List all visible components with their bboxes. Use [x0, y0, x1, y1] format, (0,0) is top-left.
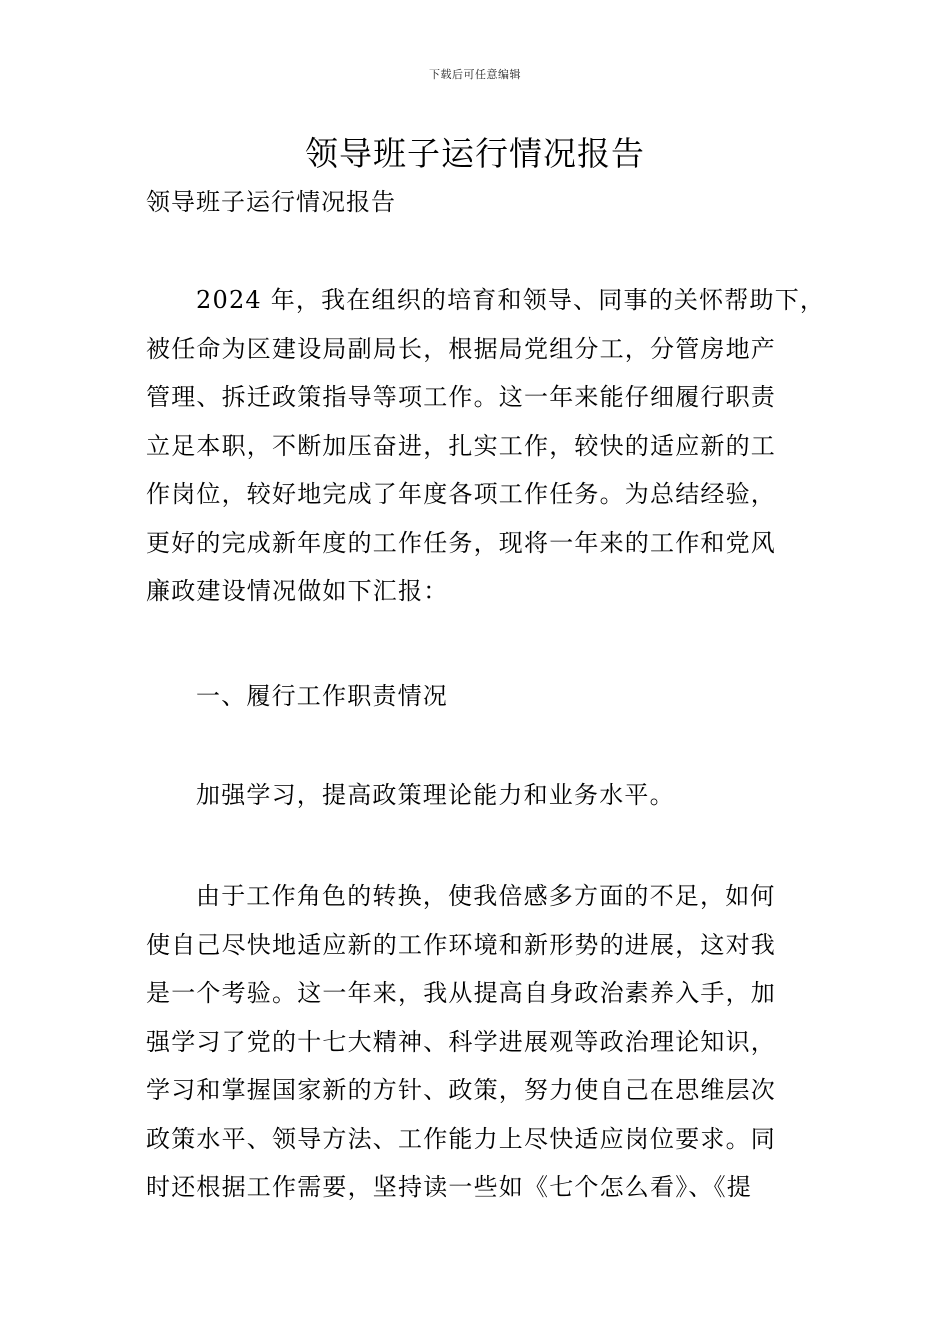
paragraph-line: 是一个考验。这一年来，我从提高自身政治素养入手，加: [146, 979, 776, 1007]
paragraph-line: 被任命为区建设局副局长，根据局党组分工，分管房地产: [146, 334, 776, 363]
paragraph-intro: [146, 276, 826, 616]
paragraph-line: 由于工作角色的转换，使我倍感多方面的不足，如何: [196, 882, 776, 910]
paragraph-line: 使自己尽快地适应新的工作环境和新形势的进展，这对我: [146, 930, 776, 959]
paragraph-line: 作岗位，较好地完成了年度各项工作任务。为总结经验，: [146, 480, 776, 508]
paragraph-line: 时还根据工作需要，坚持读一些如《七个怎么看》、《提: [146, 1173, 752, 1201]
section-heading-text: 一、履行工作职责情况: [196, 682, 448, 710]
paragraph-line: 更好的完成新年度的工作任务，现将一年来的工作和党风: [146, 528, 776, 557]
document-title: 领导班子运行情况报告: [305, 134, 645, 173]
section-heading: [146, 672, 826, 721]
paragraph-line: 政策水平、领导方法、工作能力上尽快适应岗位要求。同: [146, 1124, 776, 1153]
paragraph-line: 立足本职，不断加压奋进，扎实工作，较快的适应新的工: [146, 431, 776, 460]
paragraph-line: 2024 年，我在组织的培育和领导、同事的关怀帮助下，: [196, 286, 826, 314]
paragraph-line: 学习和掌握国家新的方针、政策，努力使自己在思维层次: [146, 1076, 776, 1104]
paragraph-role-change: [146, 872, 826, 1212]
paragraph-line: 强学习了党的十七大精神、科学进展观等政治理论知识，: [146, 1027, 776, 1056]
paragraph-line: 廉政建设情况做如下汇报：: [146, 577, 449, 605]
paragraph-study: [146, 771, 826, 820]
document-subtitle: 领导班子运行情况报告: [146, 188, 396, 216]
header-note: 下载后可任意编辑: [429, 68, 521, 81]
paragraph-line: 管理、拆迁政策指导等项工作。这一年来能仔细履行职责: [146, 383, 776, 411]
paragraph-line: 加强学习，提高政策理论能力和业务水平。: [196, 781, 675, 809]
